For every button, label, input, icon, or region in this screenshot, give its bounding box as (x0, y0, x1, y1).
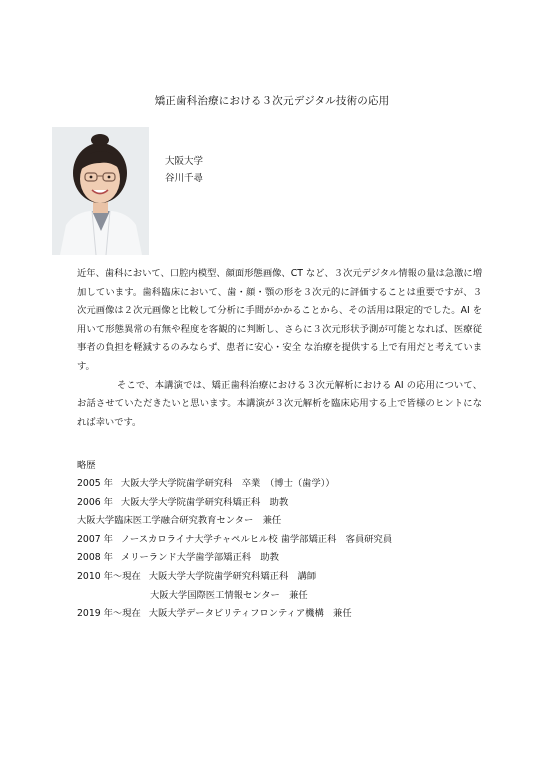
career-desc: 大阪大学大学院歯学研究科矯正科 助教 (120, 496, 289, 508)
career-desc: 大阪大学データビリティフロンティア機構 兼任 (148, 608, 352, 620)
abstract (77, 265, 482, 432)
career-desc: ノースカロライナ大学チャペルヒル校 歯学部矯正科 客員研究員 (120, 533, 393, 545)
abstract-paragraph-2: そこで、本講演では、矯正歯科治療における３次元解析における AI の応用について、お話させていただきたいと思います。本講演が３次元解析を臨床応用する上で皆様のヒントになれば幸いです。 (77, 379, 482, 428)
career-entry (77, 549, 497, 568)
career-desc: 大阪大学大学院歯学研究科矯正科 講師 (148, 570, 317, 582)
career-desc: 大阪大学臨床医工学融合研究教育センター 兼任 (77, 515, 282, 527)
career-entry (77, 605, 497, 624)
abstract-paragraph-1: 近年、歯科において、口腔内模型、顔面形態画像、CT など、３次元デジタル情報の量は急激に増加しています。歯科臨床において、歯・顔・顎の形を３次元的に評価することは重要ですが、３次元画像は２次元画像と比較して分析に手間がかかることから、その活用は限定的でした。AI を用いて形態異常の有無や程度を客観的に判断し、さらに３次元形状予測が可能となれば、医療従事者の負担を軽減するのみならず、患者に安心・安全 な治療を提供する上で有用だと考えています。 (77, 268, 482, 372)
career-year: 2019 年～現在 (77, 608, 141, 620)
career-year: 2005 年 (77, 478, 113, 489)
career-entry (77, 494, 497, 513)
career-desc: 大阪大学大学院歯学研究科 卒業 （博士（歯学）） (120, 478, 335, 489)
career-section (77, 457, 497, 624)
career-heading: 略歴 (77, 460, 96, 471)
document-title: 矯正歯科治療における３次元デジタル技術の応用 (154, 95, 390, 107)
career-entry (77, 475, 497, 494)
career-entry (77, 531, 497, 550)
career-entry (77, 568, 497, 587)
career-entry (77, 587, 497, 606)
career-year: 2008 年 (77, 552, 113, 564)
career-desc: 大阪大学国際医工情報センター 兼任 (150, 589, 308, 601)
career-desc: メリーランド大学歯学部矯正科 助教 (120, 552, 279, 564)
author-name: 谷川千尋 (165, 173, 204, 184)
career-year: 2007 年 (77, 533, 113, 545)
career-year: 2006 年 (77, 496, 113, 508)
author-affiliation: 大阪大学 (165, 156, 204, 167)
portrait-illustration (52, 127, 149, 255)
career-entry (77, 512, 497, 531)
portrait-photo (52, 127, 149, 255)
author-block (165, 153, 203, 187)
career-year: 2010 年～現在 (77, 570, 141, 582)
